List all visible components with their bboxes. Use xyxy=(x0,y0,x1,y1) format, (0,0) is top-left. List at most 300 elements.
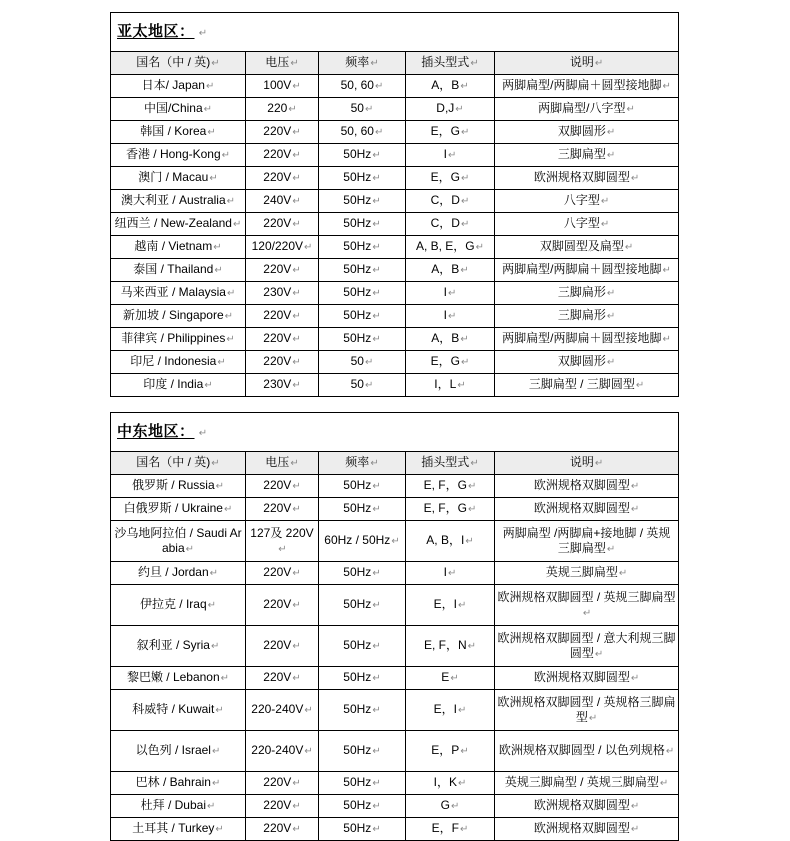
cell-voltage xyxy=(246,328,319,351)
cell-country xyxy=(111,374,246,397)
cell-plug-type-text: C，D xyxy=(430,193,460,207)
paragraph-mark-icon: ↵ xyxy=(391,536,400,547)
cell-description xyxy=(495,818,679,841)
paragraph-mark-icon: ↵ xyxy=(665,746,675,757)
middle-east-table xyxy=(110,412,679,841)
cell-frequency xyxy=(319,282,406,305)
paragraph-mark-icon: ↵ xyxy=(211,58,220,69)
cell-frequency-text: 50Hz xyxy=(343,331,372,345)
table-row xyxy=(111,562,679,585)
cell-country xyxy=(111,75,246,98)
cell-voltage xyxy=(246,374,319,397)
cell-description-text: 欧洲规格双脚圆型 xyxy=(533,478,630,492)
cell-country-text: 白俄罗斯 / Ukraine xyxy=(123,501,223,515)
column-header-voltage-text: 电压 xyxy=(265,455,290,469)
paragraph-mark-icon: ↵ xyxy=(600,196,610,207)
cell-frequency-text: 50Hz xyxy=(343,478,372,492)
paragraph-mark-icon: ↵ xyxy=(606,543,616,555)
paragraph-mark-icon: ↵ xyxy=(630,173,640,184)
cell-plug-type xyxy=(406,374,495,397)
cell-description-text: 三脚扁型 xyxy=(557,147,606,161)
cell-voltage-text: 220V xyxy=(263,147,292,161)
table-row xyxy=(111,305,679,328)
column-header-plug-type-text: 插头型式 xyxy=(421,55,470,69)
cell-frequency-text: 50Hz xyxy=(343,565,372,579)
cell-plug-type-text: E，I xyxy=(433,702,457,716)
cell-frequency-text: 50Hz xyxy=(343,501,372,515)
cell-country xyxy=(111,98,246,121)
cell-frequency xyxy=(319,167,406,190)
paragraph-mark-icon: ↵ xyxy=(372,824,381,835)
cell-voltage xyxy=(246,236,319,259)
table-row xyxy=(111,475,679,498)
cell-plug-type xyxy=(406,626,495,667)
cell-country xyxy=(111,259,246,282)
table-row xyxy=(111,585,679,626)
cell-voltage-text: 220-240V xyxy=(251,702,304,716)
paragraph-mark-icon: ↵ xyxy=(606,357,616,368)
middle-east-table-body xyxy=(111,413,679,841)
paragraph-mark-icon: ↵ xyxy=(292,288,301,299)
paragraph-mark-icon: ↵ xyxy=(447,150,457,161)
cell-plug-type-text: A，B xyxy=(431,262,460,276)
cell-description-text: 欧洲规格双脚圆型 / 意大利规三脚圆型 xyxy=(497,630,676,660)
paragraph-mark-icon: ↵ xyxy=(447,568,457,579)
cell-voltage-text: 220V xyxy=(263,638,292,652)
cell-plug-type-text: A，B xyxy=(431,331,460,345)
cell-voltage-text: 220V xyxy=(263,124,292,138)
section-title: 亚太地区： xyxy=(117,22,195,40)
paragraph-mark-icon: ↵ xyxy=(372,311,381,322)
cell-country-text: 澳大利亚 / Australia xyxy=(120,193,226,207)
paragraph-mark-icon: ↵ xyxy=(224,311,234,322)
column-header-country-text: 国名（中 / 英) xyxy=(136,55,211,69)
cell-plug-type xyxy=(406,144,495,167)
cell-description xyxy=(495,75,679,98)
cell-plug-type-text: E，G xyxy=(430,170,460,184)
cell-description xyxy=(495,167,679,190)
cell-description xyxy=(495,772,679,795)
cell-plug-type-text: C，D xyxy=(430,216,460,230)
paragraph-mark-icon: ↵ xyxy=(635,380,645,391)
cell-plug-type xyxy=(406,562,495,585)
cell-voltage xyxy=(246,818,319,841)
cell-country-text: 伊拉克 / Iraq xyxy=(139,597,207,611)
cell-frequency xyxy=(319,236,406,259)
paragraph-mark-icon: ↵ xyxy=(215,705,224,716)
cell-description-text: 英规三脚扁型 xyxy=(545,565,618,579)
cell-country-text: 香港 / Hong-Kong xyxy=(125,147,221,161)
paragraph-mark-icon: ↵ xyxy=(215,481,225,492)
paragraph-mark-icon: ↵ xyxy=(278,543,287,555)
cell-plug-type xyxy=(406,98,495,121)
cell-plug-type-text: E，G xyxy=(430,124,460,138)
cell-country-text: 印尼 / Indonesia xyxy=(130,354,217,368)
paragraph-mark-icon: ↵ xyxy=(292,801,301,812)
paragraph-mark-icon: ↵ xyxy=(292,600,301,611)
cell-description xyxy=(495,795,679,818)
paragraph-mark-icon: ↵ xyxy=(460,265,469,276)
cell-country-text: 叙利亚 / Syria xyxy=(136,638,210,652)
paragraph-mark-icon: ↵ xyxy=(364,104,374,115)
paragraph-mark-icon: ↵ xyxy=(292,778,301,789)
cell-voltage xyxy=(246,75,319,98)
paragraph-mark-icon: ↵ xyxy=(209,173,218,184)
cell-country xyxy=(111,521,246,562)
table-row xyxy=(111,772,679,795)
cell-country-text: 新加坡 / Singapore xyxy=(122,308,224,322)
paragraph-mark-icon: ↵ xyxy=(215,824,224,835)
paragraph-mark-icon: ↵ xyxy=(370,58,379,69)
paragraph-mark-icon: ↵ xyxy=(292,641,301,652)
cell-plug-type xyxy=(406,818,495,841)
cell-frequency-text: 50Hz xyxy=(343,670,372,684)
cell-country-text: 马来西亚 / Malaysia xyxy=(120,285,226,299)
cell-description xyxy=(495,521,679,562)
paragraph-mark-icon: ↵ xyxy=(606,127,616,138)
cell-country-text: 菲律宾 / Philippines xyxy=(121,331,226,345)
paragraph-mark-icon: ↵ xyxy=(232,219,242,230)
cell-voltage-text: 220V xyxy=(263,354,292,368)
paragraph-mark-icon: ↵ xyxy=(467,641,477,652)
cell-country xyxy=(111,236,246,259)
column-header-voltage xyxy=(246,52,319,75)
paragraph-mark-icon: ↵ xyxy=(372,196,381,207)
cell-voltage xyxy=(246,351,319,374)
table-row xyxy=(111,144,679,167)
cell-plug-type-text: I xyxy=(443,565,447,579)
cell-voltage xyxy=(246,795,319,818)
cell-voltage xyxy=(246,259,319,282)
cell-voltage xyxy=(246,121,319,144)
paragraph-mark-icon: ↵ xyxy=(304,705,313,716)
column-header-frequency-text: 频率 xyxy=(345,455,370,469)
cell-voltage-text: 240V xyxy=(263,193,292,207)
cell-plug-type-text: E, F，N xyxy=(423,638,467,652)
cell-frequency xyxy=(319,772,406,795)
cell-plug-type xyxy=(406,213,495,236)
paragraph-mark-icon: ↵ xyxy=(594,458,604,469)
paragraph-mark-icon: ↵ xyxy=(470,58,479,69)
cell-plug-type xyxy=(406,795,495,818)
cell-plug-type xyxy=(406,259,495,282)
cell-frequency-text: 50Hz xyxy=(343,821,372,835)
cell-country-text: 科威特 / Kuwait xyxy=(132,702,215,716)
cell-plug-type xyxy=(406,236,495,259)
cell-country xyxy=(111,190,246,213)
cell-voltage-text: 220V xyxy=(263,216,292,230)
column-header-frequency xyxy=(319,452,406,475)
paragraph-mark-icon: ↵ xyxy=(372,334,381,345)
paragraph-mark-icon: ↵ xyxy=(630,673,640,684)
cell-voltage-text: 230V xyxy=(263,285,292,299)
cell-country xyxy=(111,795,246,818)
section-title-cell xyxy=(111,413,679,452)
cell-voltage-text: 220V xyxy=(263,478,292,492)
paragraph-mark-icon: ↵ xyxy=(460,219,470,230)
paragraph-mark-icon: ↵ xyxy=(594,58,604,69)
cell-frequency-text: 50, 60 xyxy=(340,78,374,92)
table-row xyxy=(111,259,679,282)
paragraph-mark-icon: ↵ xyxy=(304,746,313,757)
paragraph-mark-icon: ↵ xyxy=(203,104,213,115)
section-title-cell xyxy=(111,13,679,52)
paragraph-mark-icon: ↵ xyxy=(457,778,467,789)
paragraph-mark-icon: ↵ xyxy=(304,242,313,253)
paragraph-mark-icon: ↵ xyxy=(372,778,381,789)
asia-pacific-table-body xyxy=(111,13,679,397)
cell-description-text: 两脚扁型/两脚扁＋圆型接地脚 xyxy=(502,331,662,345)
cell-plug-type-text: A，B xyxy=(431,78,460,92)
paragraph-mark-icon: ↵ xyxy=(211,778,221,789)
cell-country xyxy=(111,328,246,351)
cell-country-text: 日本/ Japan xyxy=(141,78,205,92)
cell-frequency xyxy=(319,521,406,562)
paragraph-mark-icon: ↵ xyxy=(372,673,381,684)
cell-plug-type xyxy=(406,282,495,305)
cell-voltage-text: 220 xyxy=(267,101,288,115)
cell-voltage-text: 220V xyxy=(263,331,292,345)
cell-description-text: 欧洲规格双脚圆型 / 英规格三脚扁型 xyxy=(497,694,676,724)
cell-country-text: 印度 / India xyxy=(143,377,204,391)
cell-plug-type-text: A, B，I xyxy=(426,533,465,547)
paragraph-mark-icon: ↵ xyxy=(205,81,215,92)
cell-description xyxy=(495,98,679,121)
cell-voltage-text: 220V xyxy=(263,308,292,322)
table-header-row xyxy=(111,52,679,75)
paragraph-mark-icon: ↵ xyxy=(372,265,381,276)
cell-plug-type-text: E, F，G xyxy=(423,478,467,492)
cell-country xyxy=(111,772,246,795)
paragraph-mark-icon: ↵ xyxy=(372,801,381,812)
paragraph-mark-icon: ↵ xyxy=(292,81,301,92)
column-header-voltage xyxy=(246,452,319,475)
column-header-plug-type xyxy=(406,452,495,475)
table-row xyxy=(111,818,679,841)
cell-description xyxy=(495,498,679,521)
paragraph-mark-icon: ↵ xyxy=(594,648,604,660)
paragraph-mark-icon: ↵ xyxy=(370,458,379,469)
cell-country xyxy=(111,498,246,521)
cell-description-text: 八字型 xyxy=(563,193,600,207)
cell-plug-type-text: I xyxy=(443,308,447,322)
cell-plug-type-text: E xyxy=(441,670,450,684)
paragraph-mark-icon: ↵ xyxy=(292,357,301,368)
cell-plug-type xyxy=(406,667,495,690)
paragraph-mark-icon: ↵ xyxy=(624,242,634,253)
paragraph-mark-icon: ↵ xyxy=(618,568,628,579)
paragraph-mark-icon: ↵ xyxy=(364,357,374,368)
cell-country-text: 中国/China xyxy=(143,101,203,115)
cell-voltage-text: 127及 220V xyxy=(250,525,314,540)
paragraph-mark-icon: ↵ xyxy=(447,311,457,322)
table-row xyxy=(111,282,679,305)
cell-frequency xyxy=(319,144,406,167)
paragraph-mark-icon: ↵ xyxy=(292,127,301,138)
cell-frequency xyxy=(319,75,406,98)
column-header-country xyxy=(111,52,246,75)
paragraph-mark-icon: ↵ xyxy=(372,504,381,515)
paragraph-mark-icon: ↵ xyxy=(662,265,671,276)
paragraph-mark-icon: ↵ xyxy=(195,427,208,439)
cell-voltage-text: 220V xyxy=(263,798,292,812)
paragraph-mark-icon: ↵ xyxy=(659,778,669,789)
cell-country xyxy=(111,121,246,144)
paragraph-mark-icon: ↵ xyxy=(292,173,301,184)
paragraph-mark-icon: ↵ xyxy=(460,746,469,757)
paragraph-mark-icon: ↵ xyxy=(210,641,220,652)
table-row xyxy=(111,374,679,397)
cell-frequency xyxy=(319,121,406,144)
cell-description xyxy=(495,121,679,144)
cell-plug-type xyxy=(406,475,495,498)
paragraph-mark-icon: ↵ xyxy=(457,380,466,391)
cell-description-text: 欧洲规格双脚圆型 xyxy=(533,798,630,812)
cell-description xyxy=(495,213,679,236)
paragraph-mark-icon: ↵ xyxy=(372,568,381,579)
paragraph-mark-icon: ↵ xyxy=(467,481,477,492)
cell-voltage-text: 220-240V xyxy=(251,743,304,757)
cell-frequency xyxy=(319,259,406,282)
cell-voltage xyxy=(246,475,319,498)
cell-country-text: 以色列 / Israel xyxy=(135,743,211,757)
cell-plug-type xyxy=(406,328,495,351)
paragraph-mark-icon: ↵ xyxy=(226,288,236,299)
cell-country xyxy=(111,585,246,626)
paragraph-mark-icon: ↵ xyxy=(460,334,469,345)
cell-country xyxy=(111,475,246,498)
cell-frequency xyxy=(319,626,406,667)
paragraph-mark-icon: ↵ xyxy=(292,334,301,345)
cell-plug-type xyxy=(406,498,495,521)
cell-description xyxy=(495,328,679,351)
column-header-country xyxy=(111,452,246,475)
cell-country-text: 韩国 / Korea xyxy=(140,124,207,138)
cell-country-text: 黎巴嫩 / Lebanon xyxy=(126,670,220,684)
table-row xyxy=(111,236,679,259)
paragraph-mark-icon: ↵ xyxy=(447,288,457,299)
cell-voltage xyxy=(246,167,319,190)
cell-plug-type-text: A, B, E，G xyxy=(415,239,475,253)
cell-frequency xyxy=(319,690,406,731)
cell-frequency-text: 60Hz / 50Hz xyxy=(324,533,391,547)
paragraph-mark-icon: ↵ xyxy=(207,600,217,611)
paragraph-mark-icon: ↵ xyxy=(467,504,477,515)
paragraph-mark-icon: ↵ xyxy=(630,801,640,812)
column-header-country-text: 国名（中 / 英) xyxy=(136,455,211,469)
cell-plug-type xyxy=(406,690,495,731)
cell-country xyxy=(111,818,246,841)
paragraph-mark-icon: ↵ xyxy=(185,543,195,555)
paragraph-mark-icon: ↵ xyxy=(374,127,384,138)
cell-voltage xyxy=(246,498,319,521)
cell-frequency-text: 50 xyxy=(350,377,364,391)
paragraph-mark-icon: ↵ xyxy=(374,81,384,92)
cell-country xyxy=(111,690,246,731)
cell-description xyxy=(495,585,679,626)
paragraph-mark-icon: ↵ xyxy=(290,458,299,469)
cell-frequency xyxy=(319,475,406,498)
cell-description-text: 两脚扁型 /两脚扁+接地脚 / 英规三脚扁型 xyxy=(502,525,671,555)
paragraph-mark-icon: ↵ xyxy=(226,196,236,207)
cell-description-text: 两脚扁型/两脚扁＋圆型接地脚 xyxy=(502,262,662,276)
cell-description xyxy=(495,690,679,731)
cell-plug-type-text: I xyxy=(443,285,447,299)
paragraph-mark-icon: ↵ xyxy=(292,504,301,515)
table-row xyxy=(111,98,679,121)
column-header-frequency xyxy=(319,52,406,75)
cell-plug-type-text: I，L xyxy=(434,377,457,391)
cell-plug-type xyxy=(406,585,495,626)
cell-description xyxy=(495,374,679,397)
paragraph-mark-icon: ↵ xyxy=(364,380,374,391)
paragraph-mark-icon: ↵ xyxy=(460,127,470,138)
cell-description xyxy=(495,667,679,690)
column-header-plug-type xyxy=(406,52,495,75)
cell-description-text: 三脚扁型 / 三脚圆型 xyxy=(528,377,635,391)
cell-country xyxy=(111,731,246,772)
table-row xyxy=(111,351,679,374)
cell-plug-type-text: I，K xyxy=(433,775,457,789)
paragraph-mark-icon: ↵ xyxy=(459,824,469,835)
paragraph-mark-icon: ↵ xyxy=(214,265,223,276)
cell-country-text: 杜拜 / Dubai xyxy=(140,798,206,812)
cell-voltage xyxy=(246,190,319,213)
cell-description-text: 欧洲规格双脚圆型 / 以色列规格 xyxy=(498,743,665,757)
paragraph-mark-icon: ↵ xyxy=(630,481,640,492)
table-row xyxy=(111,667,679,690)
paragraph-mark-icon: ↵ xyxy=(209,568,219,579)
cell-plug-type xyxy=(406,305,495,328)
paragraph-mark-icon: ↵ xyxy=(290,58,299,69)
table-row xyxy=(111,626,679,667)
paragraph-mark-icon: ↵ xyxy=(226,334,235,345)
paragraph-mark-icon: ↵ xyxy=(207,127,216,138)
cell-plug-type xyxy=(406,521,495,562)
cell-description-text: 两脚扁型/两脚扁＋圆型接地脚 xyxy=(502,78,662,92)
cell-frequency xyxy=(319,795,406,818)
cell-voltage xyxy=(246,305,319,328)
cell-frequency-text: 50Hz xyxy=(343,262,372,276)
cell-frequency xyxy=(319,585,406,626)
cell-country-text: 沙乌地阿拉伯 / Saudi Arabia xyxy=(114,525,242,555)
cell-frequency xyxy=(319,328,406,351)
paragraph-mark-icon: ↵ xyxy=(455,104,464,115)
paragraph-mark-icon: ↵ xyxy=(460,81,469,92)
paragraph-mark-icon: ↵ xyxy=(475,242,485,253)
cell-description xyxy=(495,190,679,213)
paragraph-mark-icon: ↵ xyxy=(292,824,301,835)
paragraph-mark-icon: ↵ xyxy=(372,242,381,253)
cell-plug-type xyxy=(406,167,495,190)
table-header-row xyxy=(111,452,679,475)
table-row xyxy=(111,190,679,213)
cell-plug-type xyxy=(406,772,495,795)
paragraph-mark-icon: ↵ xyxy=(630,504,640,515)
table-row xyxy=(111,498,679,521)
cell-description-text: 英规三脚扁型 / 英规三脚扁型 xyxy=(504,775,659,789)
paragraph-mark-icon: ↵ xyxy=(221,150,231,161)
cell-plug-type xyxy=(406,121,495,144)
cell-frequency-text: 50Hz xyxy=(343,638,372,652)
paragraph-mark-icon: ↵ xyxy=(662,81,671,92)
asia-pacific-table xyxy=(110,12,679,397)
cell-frequency xyxy=(319,213,406,236)
cell-description-text: 欧洲规格双脚圆型 / 英规三脚扁型 xyxy=(497,589,676,604)
paragraph-mark-icon: ↵ xyxy=(220,673,230,684)
cell-description-text: 双脚圆型及扁型 xyxy=(539,239,624,253)
cell-frequency-text: 50Hz xyxy=(343,239,372,253)
